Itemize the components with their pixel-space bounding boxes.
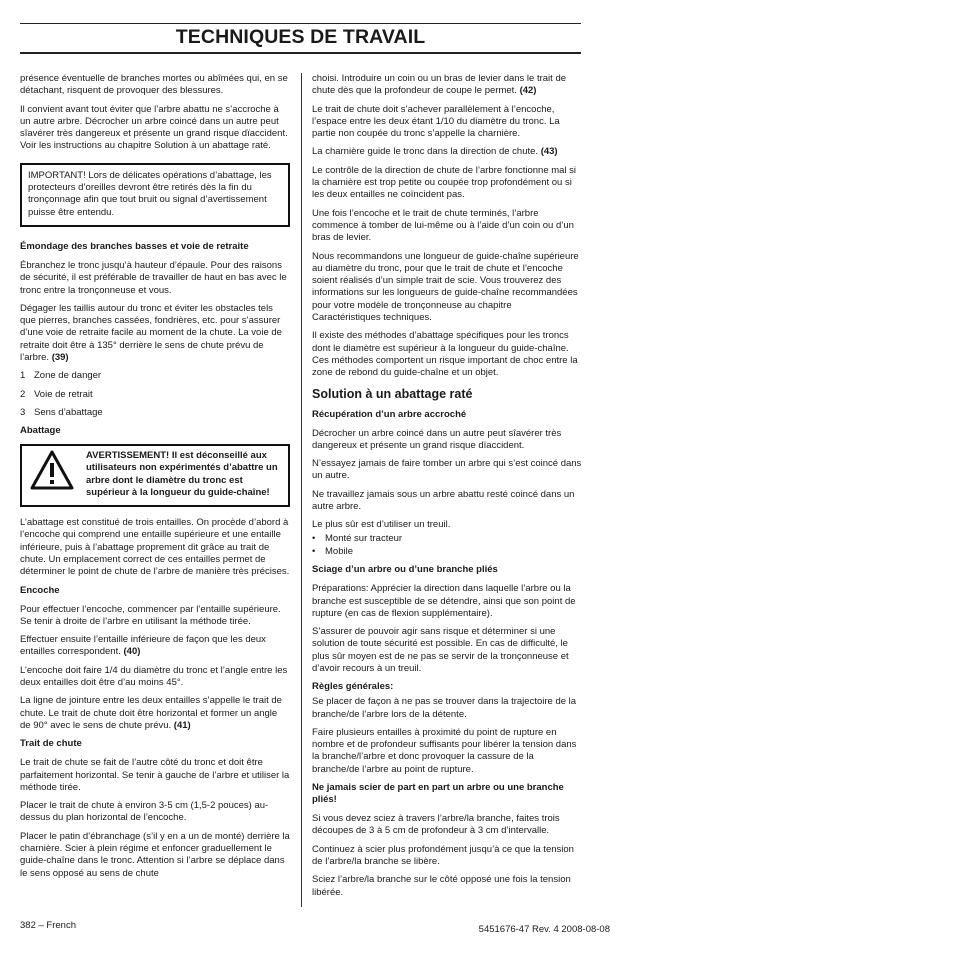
page-title: TECHNIQUES DE TRAVAIL bbox=[175, 26, 426, 48]
paragraph: Le trait de chute doit s’achever parallèlement à l’encoche, l’espace entre les deux étant 1/10 du diamètre du tronc. La partie non coupée du tronc s’appelle la charnière. bbox=[312, 103, 560, 140]
paragraph: Préparations: Apprécier la direction dans laquelle l’arbre ou la branche est susceptible de se détendre, ainsi que son point de rupture (en cas de flexion supplémentaire). bbox=[312, 583, 576, 619]
header-bottom-rule bbox=[20, 52, 581, 54]
paragraph: Le contrôle de la direction de chute de l’arbre fonctionne mal si la charnière est trop petite ou coupée trop profondément ou si les deux entailles ne coïncident pas. bbox=[312, 164, 577, 201]
paragraph: Ébranchez le tronc jusqu’à hauteur d’épaule. Pour des raisons de sécurité, il est préférable de travailler de haut en bas avec le tronc entre la tronçonneuse et vous. bbox=[20, 259, 287, 296]
paragraph: L’encoche doit faire 1/4 du diamètre du tronc et l’angle entre les deux entailles doit être d’au moins 45°. bbox=[20, 664, 288, 689]
paragraph: Placer le patin d’ébranchage (s’il y en a un de monté) derrière la charnière. Scier à plein régime et enfoncer graduellement le guide-chaîne dans le tronc. Attention si l’arbre se déplace dans le sens opposé au sens de chute bbox=[20, 830, 290, 879]
list-item: 1 Zone de danger bbox=[20, 370, 102, 382]
paragraph: Continuez à scier plus profondément jusqu’à ce que la tension de l’arbre/la branche se libère. bbox=[312, 843, 574, 867]
paragraph: Pour effectuer l’encoche, commencer par l’entaille supérieure. Se tenir à droite de l’arbre en utilisant la méthode tirée. bbox=[20, 603, 281, 627]
warning-box bbox=[20, 444, 290, 507]
bullet-list bbox=[312, 533, 582, 559]
paragraph: Nous recommandons une longueur de guide-chaîne supérieure au diamètre du tronc, pour que le trait de chute et l’encoche soient réalisés d’un simple trait de scie. Vous trouverez des informations sur les longueurs de guide-chaîne recommandées pour votre modèle de tronçonneuse au chapitre Caractéristiques techniques. bbox=[312, 250, 579, 324]
paragraph: Faire plusieurs entailles à proximité du point de rupture en nombre et de profondeur suffisants pour libérer la tension dans la branche/l’arbre et donc provoquer la cassure de la branche/de l’arbre au point de rupture. bbox=[312, 726, 577, 775]
left-column bbox=[20, 73, 290, 886]
paragraph: Ne travaillez jamais sous un arbre abattu resté coincé dans un autre arbre. bbox=[312, 488, 575, 513]
paragraph: Le trait de chute se fait de l’autre côté du tronc et doit être parfaitement horizontal. Se tenir à gauche de l’arbre et utiliser la méthode tirée. bbox=[20, 757, 290, 793]
subsection-heading-regles: Règles générales: bbox=[312, 681, 394, 693]
document-reference: 5451676-47 Rev. 4 2008-08-08 bbox=[478, 924, 610, 935]
paragraph: Dégager les taillis autour du tronc et éviter les obstacles tels que pierres, branches cassées, fondrières, etc. pour s’assurer d’une voie de retraite facile au moment de la chute. La voie de retraite doit être à 135° derrière le sens de chute prévu de l’arbre. (39) bbox=[20, 302, 282, 364]
paragraph: présence éventuelle de branches mortes ou abîmées qui, en se détachant, risquent de provoquer des blessures. bbox=[20, 73, 288, 97]
paragraph: Placer le trait de chute à environ 3-5 cm (1,5-2 pouces) au-dessus du plan horizontal de l’encoche. bbox=[20, 800, 269, 824]
paragraph: N’essayez jamais de faire tomber un arbre qui s’est coincé dans un autre. bbox=[312, 458, 582, 482]
figure-ref: (40) bbox=[123, 646, 141, 658]
paragraph: Sciez l’arbre/la branche sur le côté opposé une fois la tension libérée. bbox=[312, 874, 571, 898]
subsection-heading-sciage: Sciage d’un arbre ou d’une branche pliés bbox=[312, 564, 498, 576]
column-divider bbox=[301, 73, 302, 907]
warning-triangle-icon bbox=[30, 450, 80, 494]
list-item: • Monté sur tracteur bbox=[312, 533, 582, 545]
paragraph: Effectuer ensuite l’entaille inférieure de façon que les deux entailles correspondent. (40) bbox=[20, 634, 266, 658]
paragraph: Une fois l’encoche et le trait de chute terminés, l’arbre commence à tomber de lui-même ou à l’aide d’un coin ou d’un bras de levier. bbox=[312, 207, 574, 244]
warning-text: AVERTISSEMENT! Il est déconseillé aux utilisateurs non expérimentés d’abattre un arbre dont le diamètre du tronc est supérieur à la longueur du guide-chaîne! bbox=[86, 450, 278, 498]
paragraph: Il existe des méthodes d’abattage spécifiques pour les troncs dont le diamètre est supérieur à la longueur du guide-chaîne. Ces méthodes comportent un risque important de choc entre la zone de rebond du guide-chaîne et un objet. bbox=[312, 330, 578, 379]
section-heading-abattage: Abattage bbox=[20, 425, 61, 437]
paragraph: La ligne de jointure entre les deux entailles s’appelle le trait de chute. Le trait de chute doit être horizontal et former un angle de 90° avec le sens de chute prévu. (41) bbox=[20, 695, 282, 731]
paragraph: Le plus sûr est d’utiliser un treuil. bbox=[312, 519, 451, 531]
list-item: 2 Voie de retrait bbox=[20, 388, 93, 400]
page-number: 382 – French bbox=[20, 920, 76, 931]
list-item: 3 Sens d’abattage bbox=[20, 406, 103, 418]
important-notice: IMPORTANT! Lors de délicates opérations d’abattage, les protecteurs d’oreilles devront être retirés dès la fin du tronçonnage afin que tout bruit ou signal d’avertissement puisse être entendu. bbox=[20, 163, 290, 227]
paragraph: choisi. Introduire un coin ou un bras de levier dans le trait de chute dès que la profondeur de coupe le permet. (42) bbox=[312, 73, 567, 97]
section-heading-encoche: Encoche bbox=[20, 584, 60, 596]
section-heading-trait: Trait de chute bbox=[20, 738, 82, 750]
subsection-heading-jamais: Ne jamais scier de part en part un arbre ou une branche pliés! bbox=[312, 782, 564, 806]
list-item: • Mobile bbox=[312, 546, 582, 558]
figure-ref: (41) bbox=[173, 719, 191, 731]
subsection-heading-recuperation: Récupération d’un arbre accroché bbox=[312, 408, 467, 420]
paragraph: Se placer de façon à ne pas se trouver dans la trajectoire de la branche/de l’arbre lors de la détente. bbox=[312, 696, 577, 720]
paragraph: Si vous devez sciez à travers l’arbre/la branche, faites trois découpes de 3 à 5 cm de profondeur à 3 cm d’intervalle. bbox=[312, 813, 560, 837]
paragraph: Il convient avant tout éviter que l’arbre abattu ne s’accroche à un autre arbre. Décrocher un arbre coincé dans un autre peut sîavérer très dangereux et présente un grand risque dïaccident. Voir les instructions au chapitre Solution à un abattage raté. bbox=[20, 103, 288, 152]
paragraph: Décrocher un arbre coincé dans un autre peut sîavérer très dangereux et présente un grand risque dïaccident. bbox=[312, 427, 562, 451]
section-heading-solution: Solution à un abattage raté bbox=[312, 386, 473, 401]
numbered-list bbox=[20, 370, 290, 419]
figure-ref: (42) bbox=[519, 85, 537, 97]
right-column bbox=[312, 73, 582, 905]
section-heading-emondage: Émondage des branches basses et voie de retraite bbox=[20, 240, 249, 252]
figure-ref: (39) bbox=[51, 352, 69, 364]
paragraph: La charnière guide le tronc dans la direction de chute. (43) bbox=[312, 146, 558, 158]
header-top-rule bbox=[20, 23, 581, 24]
figure-ref: (43) bbox=[540, 146, 558, 158]
paragraph: L’abattage est constitué de trois entailles. On procède d’abord à l’encoche qui comprend une entaille supérieure et une entaille inférieure, puis à l’abattage proprement dit grâce au trait de chute. Un emplacement correct de ces entailles permet de déterminer le point de chute de l’arbre de manière très précises. bbox=[20, 517, 290, 578]
paragraph: S’assurer de pouvoir agir sans risque et déterminer si une solution de toute sécurité est possible. En cas de difficulté, le plus sûr moyen est de ne pas se servir de la tronçonneuse et d’avoir recours à un treuil. bbox=[312, 626, 569, 674]
